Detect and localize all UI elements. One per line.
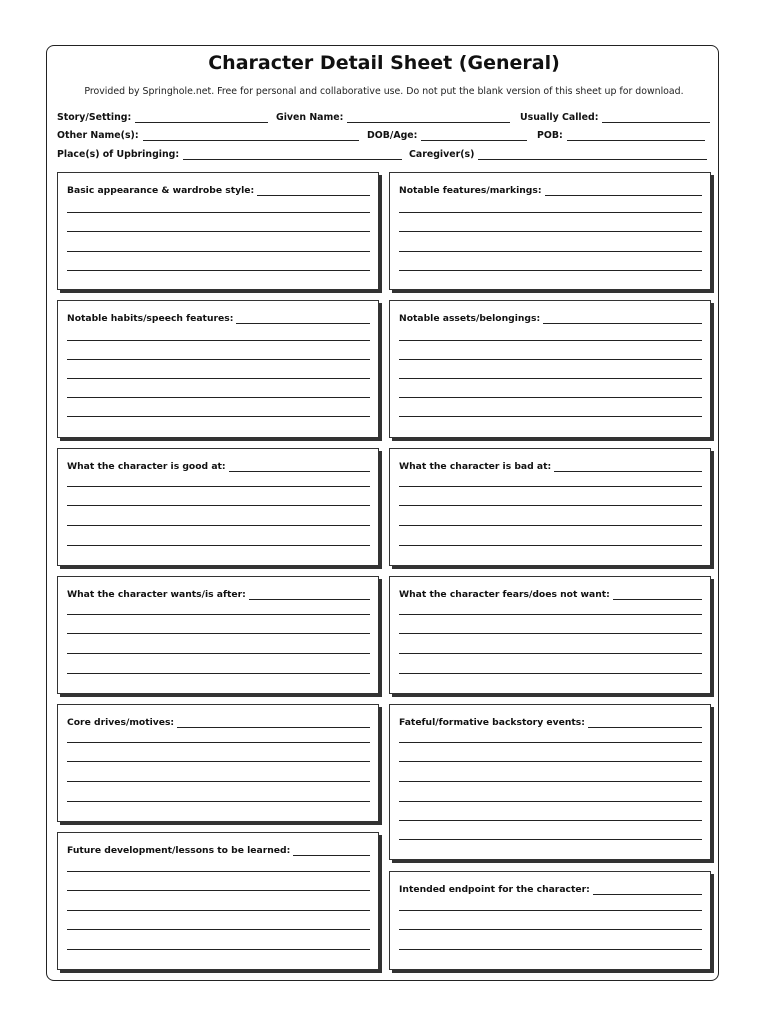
writing-line: [67, 397, 370, 398]
backstory-box[interactable]: [389, 704, 711, 860]
writing-line: [67, 673, 370, 674]
wants-label-row: [67, 588, 370, 600]
writing-line: [67, 525, 370, 526]
dob-age-label: DOB/Age:: [367, 130, 418, 141]
endpoint-box[interactable]: [389, 871, 711, 970]
usually-called-field[interactable]: [520, 109, 710, 123]
dob-age-line: [421, 130, 527, 141]
caregivers-field[interactable]: [409, 146, 707, 160]
writing-line: [67, 890, 370, 891]
writing-line: [399, 839, 702, 840]
assets-line: [543, 314, 702, 324]
pob-label: POB:: [537, 130, 563, 141]
future-development-label-row: [67, 844, 370, 856]
assets-label: Notable assets/belongings:: [399, 313, 541, 324]
writing-line: [399, 525, 702, 526]
writing-line: [67, 270, 370, 271]
page-subtitle: Provided by Springhole.net. Free for personal and collaborative use. Do not put the blank version of this sheet up for download.: [84, 86, 684, 97]
writing-line: [67, 212, 370, 213]
dob-age-field[interactable]: [367, 127, 527, 141]
given-name-field[interactable]: [276, 109, 510, 123]
writing-line: [399, 761, 702, 762]
writing-line: [399, 653, 702, 654]
writing-line: [67, 910, 370, 911]
writing-line: [67, 486, 370, 487]
backstory-label-row: [399, 716, 702, 728]
writing-line: [399, 910, 702, 911]
page-title: Character Detail Sheet (General): [208, 52, 560, 74]
writing-line: [399, 781, 702, 782]
good-at-box[interactable]: [57, 448, 379, 566]
appearance-label: Basic appearance & wardrobe style:: [67, 185, 255, 196]
writing-line: [399, 929, 702, 930]
writing-line: [399, 416, 702, 417]
writing-line: [67, 251, 370, 252]
habits-speech-label-row: [67, 312, 370, 324]
other-names-field[interactable]: [57, 127, 359, 141]
writing-line: [67, 801, 370, 802]
bad-at-label: What the character is bad at:: [399, 461, 552, 472]
caregivers-label: Caregiver(s): [409, 149, 475, 160]
writing-line: [67, 781, 370, 782]
given-name-line: [347, 112, 510, 123]
bad-at-label-row: [399, 460, 702, 472]
writing-line: [399, 212, 702, 213]
backstory-line: [588, 718, 702, 728]
other-names-label: Other Name(s):: [57, 130, 139, 141]
notable-features-label-row: [399, 184, 702, 196]
writing-line: [67, 505, 370, 506]
core-drives-label-row: [67, 716, 370, 728]
bad-at-line: [554, 462, 702, 472]
backstory-label: Fateful/formative backstory events:: [399, 717, 585, 728]
other-names-line: [143, 130, 359, 141]
appearance-label-row: [67, 184, 370, 196]
future-development-box[interactable]: [57, 832, 379, 970]
places-of-upbringing-field[interactable]: [57, 146, 402, 160]
writing-line: [399, 251, 702, 252]
story-setting-field[interactable]: [57, 109, 268, 123]
future-development-line: [293, 846, 370, 856]
appearance-box[interactable]: [57, 172, 379, 290]
wants-box[interactable]: [57, 576, 379, 694]
writing-line: [399, 633, 702, 634]
writing-line: [67, 929, 370, 930]
future-development-label: Future development/lessons to be learned:: [67, 845, 291, 856]
wants-label: What the character wants/is after:: [67, 589, 246, 600]
writing-line: [67, 545, 370, 546]
notable-features-label: Notable features/markings:: [399, 185, 542, 196]
writing-line: [399, 949, 702, 950]
core-drives-label: Core drives/motives:: [67, 717, 175, 728]
writing-line: [67, 633, 370, 634]
writing-line: [67, 359, 370, 360]
endpoint-line: [593, 885, 702, 895]
story-setting-label: Story/Setting:: [57, 112, 132, 123]
places-of-upbringing-label: Place(s) of Upbringing:: [57, 149, 180, 160]
writing-line: [399, 486, 702, 487]
writing-line: [67, 231, 370, 232]
habits-speech-line: [236, 314, 370, 324]
writing-line: [399, 378, 702, 379]
good-at-line: [229, 462, 370, 472]
writing-line: [399, 359, 702, 360]
endpoint-label: Intended endpoint for the character:: [399, 884, 590, 895]
writing-line: [67, 378, 370, 379]
core-drives-line: [177, 718, 370, 728]
writing-line: [399, 614, 702, 615]
writing-line: [399, 270, 702, 271]
usually-called-line: [602, 112, 710, 123]
writing-line: [67, 340, 370, 341]
writing-line: [67, 949, 370, 950]
given-name-label: Given Name:: [276, 112, 344, 123]
fears-label-row: [399, 588, 702, 600]
writing-line: [399, 505, 702, 506]
writing-line: [67, 761, 370, 762]
notable-features-box[interactable]: [389, 172, 711, 290]
assets-label-row: [399, 312, 702, 324]
bad-at-box[interactable]: [389, 448, 711, 566]
writing-line: [399, 545, 702, 546]
writing-line: [399, 742, 702, 743]
writing-line: [67, 653, 370, 654]
notable-features-line: [545, 186, 702, 196]
writing-line: [399, 820, 702, 821]
writing-line: [67, 742, 370, 743]
writing-line: [399, 231, 702, 232]
writing-line: [67, 871, 370, 872]
fears-label: What the character fears/does not want:: [399, 589, 610, 600]
appearance-line: [257, 186, 370, 196]
core-drives-box[interactable]: [57, 704, 379, 822]
habits-speech-box[interactable]: [57, 300, 379, 438]
places-of-upbringing-line: [183, 149, 402, 160]
writing-line: [399, 397, 702, 398]
writing-line: [399, 673, 702, 674]
pob-field[interactable]: [537, 127, 705, 141]
fears-line: [613, 590, 702, 600]
wants-line: [249, 590, 370, 600]
story-setting-line: [135, 112, 268, 123]
good-at-label-row: [67, 460, 370, 472]
writing-line: [67, 416, 370, 417]
caregivers-line: [478, 149, 707, 160]
writing-line: [399, 801, 702, 802]
usually-called-label: Usually Called:: [520, 112, 599, 123]
endpoint-label-row: [399, 883, 702, 895]
assets-box[interactable]: [389, 300, 711, 438]
writing-line: [399, 340, 702, 341]
writing-line: [67, 614, 370, 615]
good-at-label: What the character is good at:: [67, 461, 226, 472]
pob-line: [567, 130, 705, 141]
habits-speech-label: Notable habits/speech features:: [67, 313, 234, 324]
fears-box[interactable]: [389, 576, 711, 694]
